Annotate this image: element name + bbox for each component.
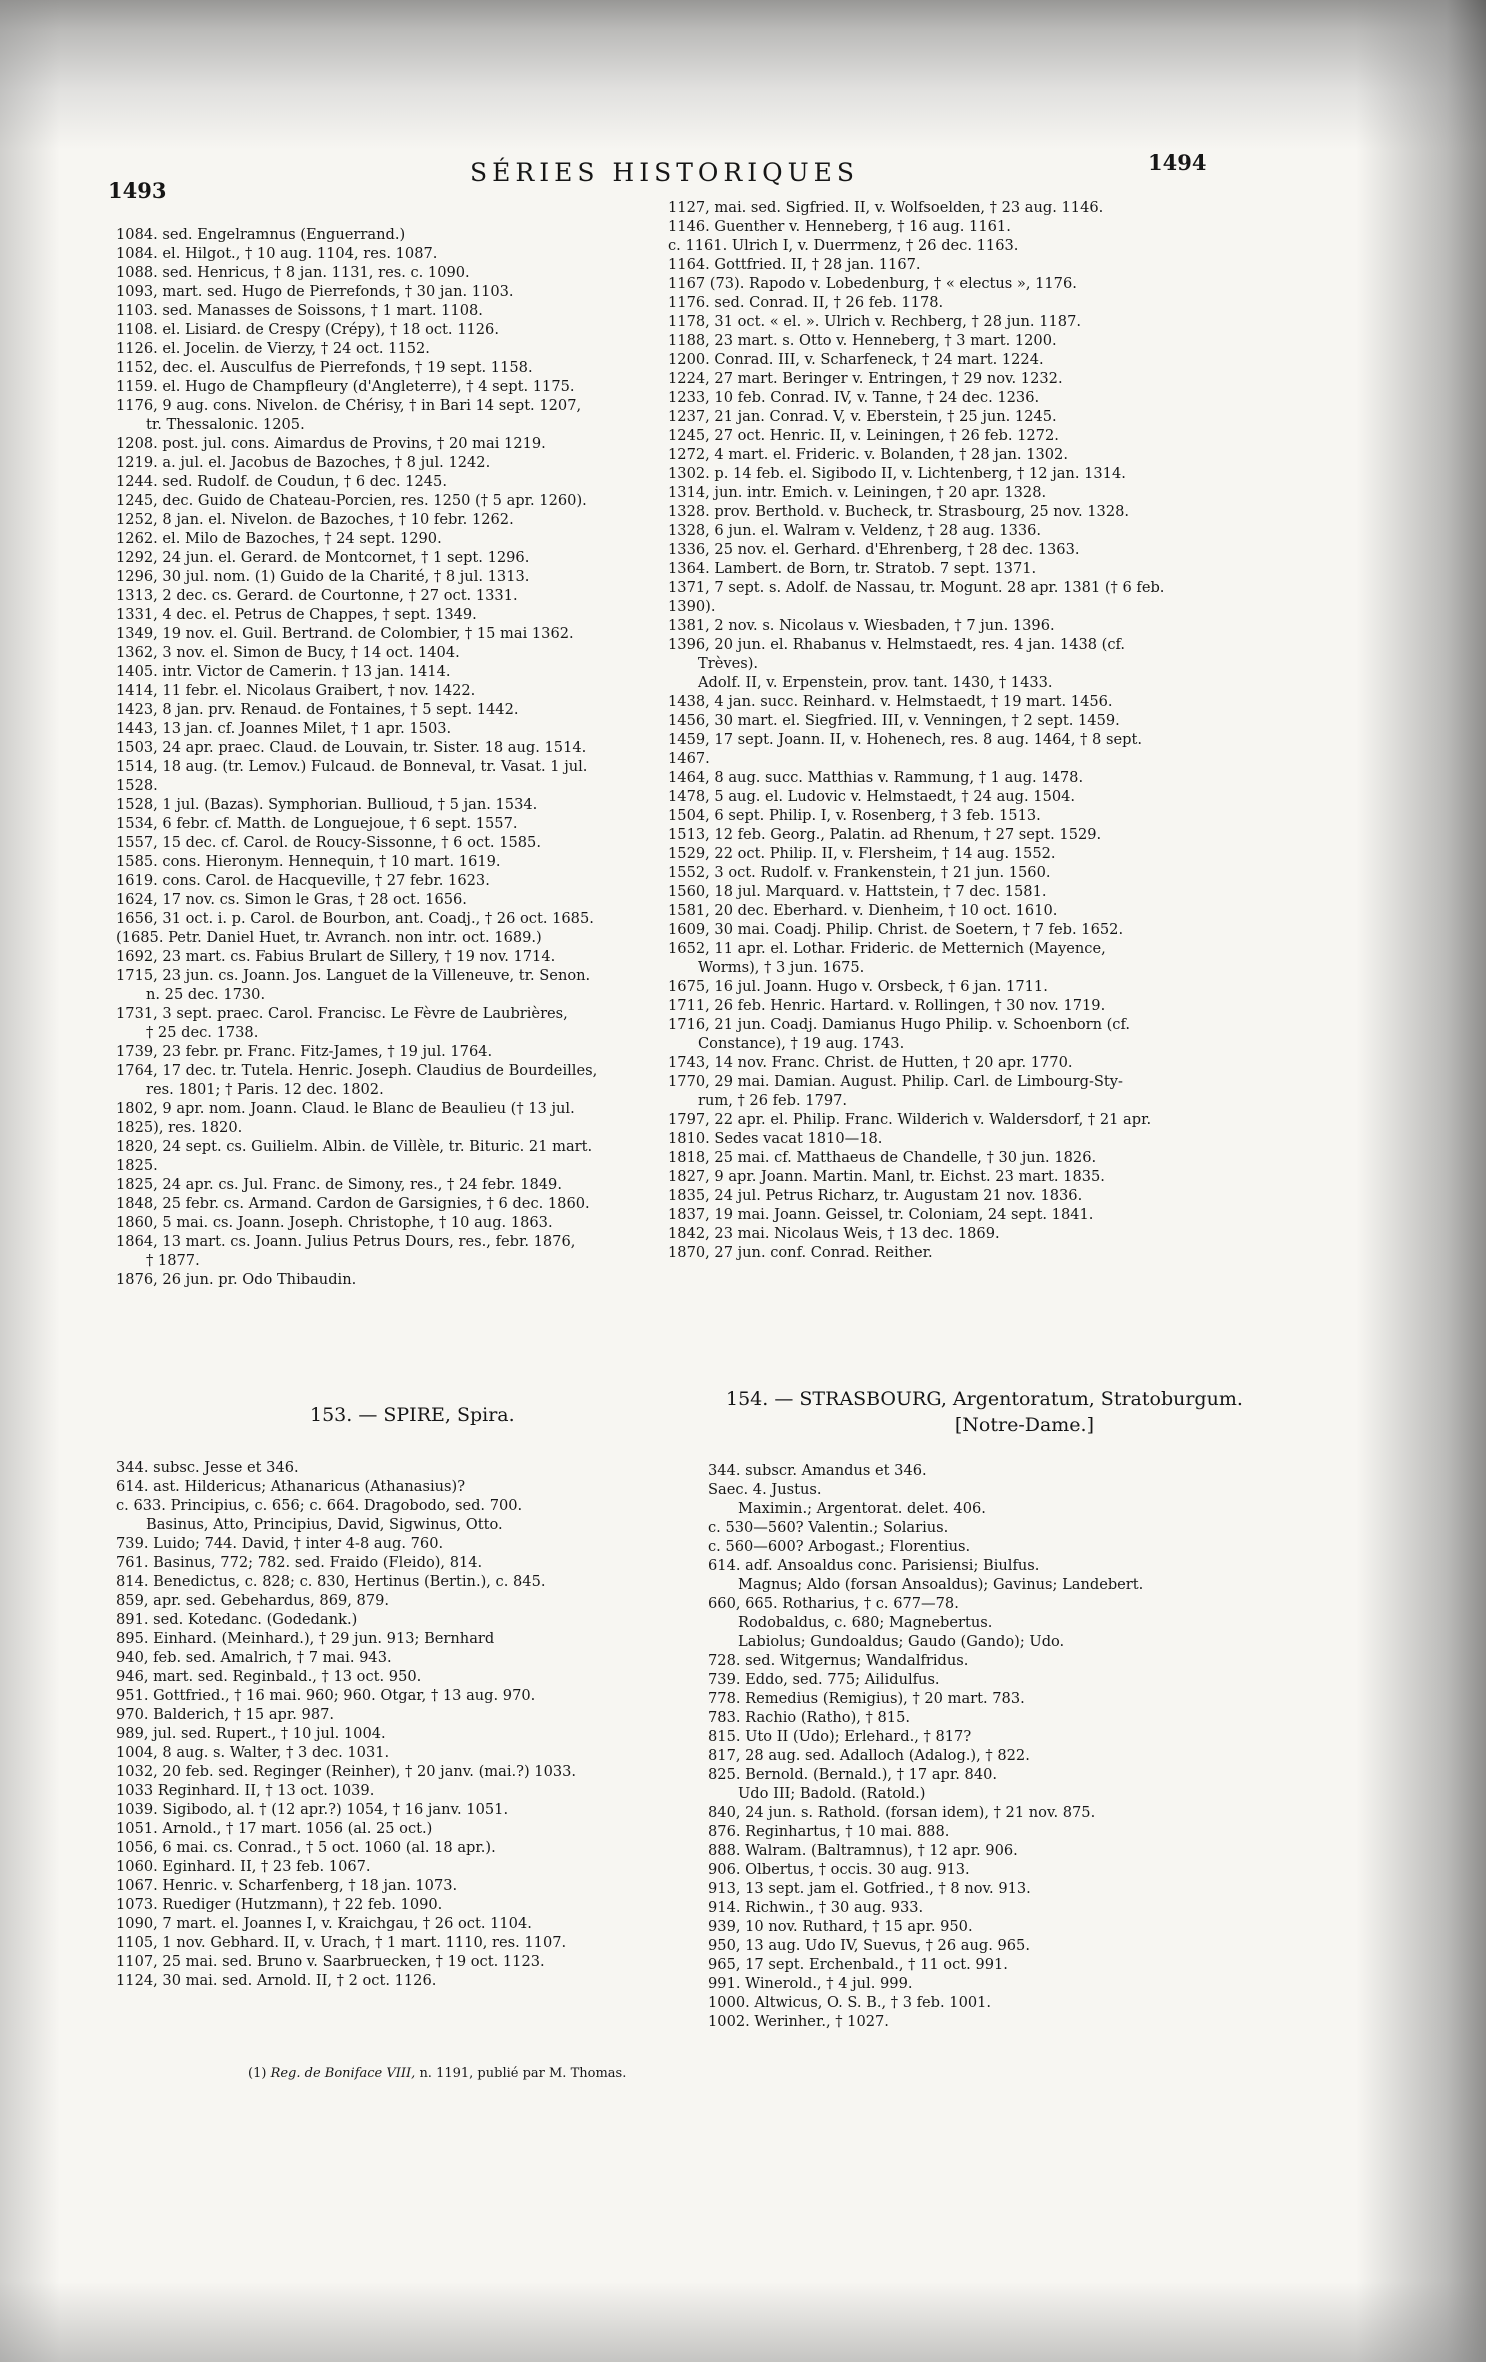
- list-item: 1127, mai. sed. Sigfried. II, v. Wolfsoelden, † 23 aug. 1146.: [668, 199, 1104, 216]
- list-item: 1314, jun. intr. Emich. v. Leiningen, † 20 apr. 1328.: [668, 484, 1047, 501]
- strasbourg-heading-title: 154. — STRASBOURG, Argentoratum, Stratoburgum.: [726, 1388, 1243, 1410]
- section-heading-spire: 153. — SPIRE, Spira.: [310, 1404, 515, 1426]
- list-item: 1459, 17 sept. Joann. II, v. Hohenech, res. 8 aug. 1464, † 8 sept.: [668, 731, 1142, 748]
- running-title: SÉRIES HISTORIQUES: [470, 158, 860, 187]
- list-item: † 25 dec. 1738.: [146, 1024, 259, 1041]
- list-item: 1842, 23 mai. Nicolaus Weis, † 13 dec. 1869.: [668, 1225, 1000, 1242]
- list-item: 1313, 2 dec. cs. Gerard. de Courtonne, † 27 oct. 1331.: [116, 587, 518, 604]
- list-item: 1208. post. jul. cons. Aimardus de Provins, † 20 mai 1219.: [116, 435, 546, 452]
- list-item: 1825.: [116, 1157, 158, 1174]
- list-item: 1067. Henric. v. Scharfenberg, † 18 jan. 1073.: [116, 1877, 458, 1894]
- list-item: 1731, 3 sept. praec. Carol. Francisc. Le Fèvre de Laubrières,: [116, 1005, 568, 1022]
- list-item: 1390).: [668, 598, 716, 615]
- list-item: 1396, 20 jun. el. Rhabanus v. Helmstaedt, res. 4 jan. 1438 (cf.: [668, 636, 1126, 653]
- list-item: 1159. el. Hugo de Champfleury (d'Angleterre), † 4 sept. 1175.: [116, 378, 575, 395]
- left-column-list: [116, 225, 656, 1289]
- list-item: 1176. sed. Conrad. II, † 26 feb. 1178.: [668, 294, 944, 311]
- section-heading-strasbourg: [726, 1386, 1243, 1438]
- list-item: Adolf. II, v. Erpenstein, prov. tant. 1430, † 1433.: [698, 674, 1053, 691]
- footnote: [248, 2066, 626, 2081]
- list-item: 1039. Sigibodo, al. † (12 apr.?) 1054, † 16 janv. 1051.: [116, 1801, 509, 1818]
- list-item: 1152, dec. el. Ausculfus de Pierrefonds, † 19 sept. 1158.: [116, 359, 533, 376]
- list-item: 344. subsc. Jesse et 346.: [116, 1459, 299, 1476]
- list-item: 1060. Eginhard. II, † 23 feb. 1067.: [116, 1858, 371, 1875]
- list-item: 1797, 22 apr. el. Philip. Franc. Wilderich v. Waldersdorf, † 21 apr.: [668, 1111, 1152, 1128]
- list-item: 950, 13 aug. Udo IV, Suevus, † 26 aug. 965.: [708, 1937, 1030, 1954]
- list-item: 1124, 30 mai. sed. Arnold. II, † 2 oct. 1126.: [116, 1972, 437, 1989]
- list-item: 1178, 31 oct. « el. ». Ulrich v. Rechberg, † 28 jun. 1187.: [668, 313, 1081, 330]
- scan-shadow-top: [0, 0, 1486, 150]
- list-item: 1503, 24 apr. praec. Claud. de Louvain, tr. Sister. 18 aug. 1514.: [116, 739, 587, 756]
- list-item: 761. Basinus, 772; 782. sed. Fraido (Fleido), 814.: [116, 1554, 483, 1571]
- right-column-list: [668, 198, 1228, 1262]
- list-item: 1438, 4 jan. succ. Reinhard. v. Helmstaedt, † 19 mart. 1456.: [668, 693, 1113, 710]
- list-item: (1685. Petr. Daniel Huet, tr. Avranch. non intr. oct. 1689.): [116, 929, 542, 946]
- list-item: 1233, 10 feb. Conrad. IV, v. Tanne, † 24 dec. 1236.: [668, 389, 1040, 406]
- list-item: 1224, 27 mart. Beringer v. Entringen, † 29 nov. 1232.: [668, 370, 1063, 387]
- list-item: 1331, 4 dec. el. Petrus de Chappes, † sept. 1349.: [116, 606, 477, 623]
- list-item: 1848, 25 febr. cs. Armand. Cardon de Garsignies, † 6 dec. 1860.: [116, 1195, 590, 1212]
- list-item: 783. Rachio (Ratho), † 815.: [708, 1709, 910, 1726]
- list-item: 1364. Lambert. de Born, tr. Stratob. 7 sept. 1371.: [668, 560, 1037, 577]
- list-item: 1514, 18 aug. (tr. Lemov.) Fulcaud. de Bonneval, tr. Vasat. 1 jul.: [116, 758, 588, 775]
- scan-shadow-left: [0, 0, 60, 2362]
- list-item: 1033 Reginhard. II, † 13 oct. 1039.: [116, 1782, 375, 1799]
- list-item: 1711, 26 feb. Henric. Hartard. v. Rollingen, † 30 nov. 1719.: [668, 997, 1106, 1014]
- list-item: 1764, 17 dec. tr. Tutela. Henric. Joseph. Claudius de Bourdeilles,: [116, 1062, 598, 1079]
- list-item: 1528.: [116, 777, 158, 794]
- list-item: 1443, 13 jan. cf. Joannes Milet, † 1 apr. 1503.: [116, 720, 452, 737]
- list-item: 614. ast. Hildericus; Athanaricus (Athanasius)?: [116, 1478, 466, 1495]
- list-item: 876. Reginhartus, † 10 mai. 888.: [708, 1823, 950, 1840]
- list-item: 1414, 11 febr. el. Nicolaus Graibert, † nov. 1422.: [116, 682, 476, 699]
- list-item: 1336, 25 nov. el. Gerhard. d'Ehrenberg, † 28 dec. 1363.: [668, 541, 1080, 558]
- list-item: 1581, 20 dec. Eberhard. v. Dienheim, † 10 oct. 1610.: [668, 902, 1058, 919]
- list-item: 1188, 23 mart. s. Otto v. Henneberg, † 3 mart. 1200.: [668, 332, 1057, 349]
- list-item: 1292, 24 jun. el. Gerard. de Montcornet, † 1 sept. 1296.: [116, 549, 530, 566]
- list-item: 344. subscr. Amandus et 346.: [708, 1462, 927, 1479]
- page-number-right: 1494: [1148, 150, 1207, 175]
- list-item: 1146. Guenther v. Henneberg, † 16 aug. 1161.: [668, 218, 1011, 235]
- list-item: 1513, 12 feb. Georg., Palatin. ad Rhenum, † 27 sept. 1529.: [668, 826, 1102, 843]
- list-item: † 1877.: [146, 1252, 200, 1269]
- list-item: 660, 665. Rotharius, † c. 677—78.: [708, 1595, 959, 1612]
- list-item: 1200. Conrad. III, v. Scharfeneck, † 24 mart. 1224.: [668, 351, 1044, 368]
- list-item: 1056, 6 mai. cs. Conrad., † 5 oct. 1060 (al. 18 apr.).: [116, 1839, 496, 1856]
- list-item: 1107, 25 mai. sed. Bruno v. Saarbruecken, † 19 oct. 1123.: [116, 1953, 545, 1970]
- list-item: 906. Olbertus, † occis. 30 aug. 913.: [708, 1861, 970, 1878]
- list-item: 1675, 16 jul. Joann. Hugo v. Orsbeck, † 6 jan. 1711.: [668, 978, 1048, 995]
- list-item: 1835, 24 jul. Petrus Richarz, tr. Augustam 21 nov. 1836.: [668, 1187, 1083, 1204]
- list-item: 1000. Altwicus, O. S. B., † 3 feb. 1001.: [708, 1994, 992, 2011]
- list-item: 939, 10 nov. Ruthard, † 15 apr. 950.: [708, 1918, 973, 1935]
- list-item: 1219. a. jul. el. Jacobus de Bazoches, † 8 jul. 1242.: [116, 454, 491, 471]
- list-item: 1743, 14 nov. Franc. Christ. de Hutten, † 20 apr. 1770.: [668, 1054, 1073, 1071]
- list-item: Labiolus; Gundoaldus; Gaudo (Gando); Udo.: [738, 1633, 1065, 1650]
- list-item: 739. Eddo, sed. 775; Ailidulfus.: [708, 1671, 940, 1688]
- list-item: 814. Benedictus, c. 828; c. 830, Hertinus (Bertin.), c. 845.: [116, 1573, 546, 1590]
- list-item: 1302. p. 14 feb. el. Sigibodo II, v. Lichtenberg, † 12 jan. 1314.: [668, 465, 1126, 482]
- list-item: 1528, 1 jul. (Bazas). Symphorian. Bullioud, † 5 jan. 1534.: [116, 796, 538, 813]
- strasbourg-list: [708, 1461, 1228, 2031]
- list-item: Constance), † 19 aug. 1743.: [698, 1035, 905, 1052]
- list-item: 728. sed. Witgernus; Wandalfridus.: [708, 1652, 969, 1669]
- list-item: 1252, 8 jan. el. Nivelon. de Bazoches, † 10 febr. 1262.: [116, 511, 514, 528]
- list-item: Magnus; Aldo (forsan Ansoaldus); Gavinus; Landebert.: [738, 1576, 1144, 1593]
- list-item: 815. Uto II (Udo); Erlehard., † 817?: [708, 1728, 972, 1745]
- list-item: 891. sed. Kotedanc. (Godedank.): [116, 1611, 358, 1628]
- list-item: Saec. 4. Justus.: [708, 1481, 822, 1498]
- list-item: 1103. sed. Manasses de Soissons, † 1 mart. 1108.: [116, 302, 483, 319]
- list-item: 888. Walram. (Baltramnus), † 12 apr. 906.: [708, 1842, 1018, 1859]
- list-item: 1002. Werinher., † 1027.: [708, 2013, 889, 2030]
- list-item: 1164. Gottfried. II, † 28 jan. 1167.: [668, 256, 921, 273]
- list-item: 1504, 6 sept. Philip. I, v. Rosenberg, † 3 feb. 1513.: [668, 807, 1041, 824]
- list-item: 1032, 20 feb. sed. Reginger (Reinher), † 20 janv. (mai.?) 1033.: [116, 1763, 577, 1780]
- list-item: c. 1161. Ulrich I, v. Duerrmenz, † 26 dec. 1163.: [668, 237, 1019, 254]
- list-item: 1860, 5 mai. cs. Joann. Joseph. Christophe, † 10 aug. 1863.: [116, 1214, 553, 1231]
- list-item: 1371, 7 sept. s. Adolf. de Nassau, tr. Mogunt. 28 apr. 1381 († 6 feb.: [668, 579, 1165, 596]
- list-item: Basinus, Atto, Principius, David, Sigwinus, Otto.: [146, 1516, 503, 1533]
- list-item: 739. Luido; 744. David, † inter 4-8 aug. 760.: [116, 1535, 444, 1552]
- list-item: 1272, 4 mart. el. Frideric. v. Bolanden, † 28 jan. 1302.: [668, 446, 1068, 463]
- list-item: 1328, 6 jun. el. Walram v. Veldenz, † 28 aug. 1336.: [668, 522, 1042, 539]
- list-item: 1609, 30 mai. Coadj. Philip. Christ. de Soetern, † 7 feb. 1652.: [668, 921, 1124, 938]
- list-item: 1825, 24 apr. cs. Jul. Franc. de Simony, res., † 24 febr. 1849.: [116, 1176, 562, 1193]
- list-item: 1802, 9 apr. nom. Joann. Claud. le Blanc de Beaulieu († 13 jul.: [116, 1100, 575, 1117]
- list-item: Trèves).: [698, 655, 759, 672]
- footnote-marker: (1): [248, 2066, 267, 2081]
- list-item: 1405. intr. Victor de Camerin. † 13 jan. 1414.: [116, 663, 451, 680]
- list-item: 1245, dec. Guido de Chateau-Porcien, res. 1250 († 5 apr. 1260).: [116, 492, 587, 509]
- list-item: Rodobaldus, c. 680; Magnebertus.: [738, 1614, 993, 1631]
- list-item: 1656, 31 oct. i. p. Carol. de Bourbon, ant. Coadj., † 26 oct. 1685.: [116, 910, 594, 927]
- list-item: 1093, mart. sed. Hugo de Pierrefonds, † 30 jan. 1103.: [116, 283, 514, 300]
- list-item: 1870, 27 jun. conf. Conrad. Reither.: [668, 1244, 933, 1261]
- list-item: 1328. prov. Berthold. v. Bucheck, tr. Strasbourg, 25 nov. 1328.: [668, 503, 1130, 520]
- list-item: 1084. sed. Engelramnus (Enguerrand.): [116, 226, 406, 243]
- list-item: 1837, 19 mai. Joann. Geissel, tr. Coloniam, 24 sept. 1841.: [668, 1206, 1094, 1223]
- list-item: 614. adf. Ansoaldus conc. Parisiensi; Biulfus.: [708, 1557, 1040, 1574]
- list-item: 1262. el. Milo de Bazoches, † 24 sept. 1290.: [116, 530, 442, 547]
- list-item: 1716, 21 jun. Coadj. Damianus Hugo Philip. v. Schoenborn (cf.: [668, 1016, 1131, 1033]
- list-item: 1557, 15 dec. cf. Carol. de Roucy-Sissonne, † 6 oct. 1585.: [116, 834, 541, 851]
- list-item: 1105, 1 nov. Gebhard. II, v. Urach, † 1 mart. 1110, res. 1107.: [116, 1934, 567, 1951]
- list-item: 1825), res. 1820.: [116, 1119, 243, 1136]
- list-item: res. 1801; † Paris. 12 dec. 1802.: [146, 1081, 384, 1098]
- list-item: 817, 28 aug. sed. Adalloch (Adalog.), † 822.: [708, 1747, 1030, 1764]
- list-item: tr. Thessalonic. 1205.: [146, 416, 305, 433]
- list-item: 940, feb. sed. Amalrich, † 7 mai. 943.: [116, 1649, 392, 1666]
- list-item: 1715, 23 jun. cs. Joann. Jos. Languet de la Villeneuve, tr. Senon.: [116, 967, 591, 984]
- list-item: 778. Remedius (Remigius), † 20 mart. 783.: [708, 1690, 1025, 1707]
- list-item: 1810. Sedes vacat 1810—18.: [668, 1130, 883, 1147]
- list-item: c. 530—560? Valentin.; Solarius.: [708, 1519, 949, 1536]
- list-item: 1478, 5 aug. el. Ludovic v. Helmstaedt, † 24 aug. 1504.: [668, 788, 1076, 805]
- list-item: 1818, 25 mai. cf. Matthaeus de Chandelle, † 30 jun. 1826.: [668, 1149, 1097, 1166]
- list-item: 970. Balderich, † 15 apr. 987.: [116, 1706, 335, 1723]
- list-item: 1381, 2 nov. s. Nicolaus v. Wiesbaden, † 7 jun. 1396.: [668, 617, 1055, 634]
- list-item: 840, 24 jun. s. Rathold. (forsan idem), † 21 nov. 875.: [708, 1804, 1096, 1821]
- list-item: 1296, 30 jul. nom. (1) Guido de la Charité, † 8 jul. 1313.: [116, 568, 530, 585]
- list-item: 1245, 27 oct. Henric. II, v. Leiningen, † 26 feb. 1272.: [668, 427, 1059, 444]
- strasbourg-heading-subtitle: [Notre-Dame.]: [954, 1414, 1095, 1436]
- list-item: 1552, 3 oct. Rudolf. v. Frankenstein, † 21 jun. 1560.: [668, 864, 1051, 881]
- list-item: 946, mart. sed. Reginbald., † 13 oct. 950.: [116, 1668, 422, 1685]
- list-item: 1739, 23 febr. pr. Franc. Fitz-James, † 19 jul. 1764.: [116, 1043, 493, 1060]
- list-item: 825. Bernold. (Bernald.), † 17 apr. 840.: [708, 1766, 998, 1783]
- list-item: 1176, 9 aug. cons. Nivelon. de Chérisy, † in Bari 14 sept. 1207,: [116, 397, 582, 414]
- list-item: c. 633. Principius, c. 656; c. 664. Dragobodo, sed. 700.: [116, 1497, 523, 1514]
- scan-shadow-bottom: [0, 2282, 1486, 2362]
- list-item: 1534, 6 febr. cf. Matth. de Longuejoue, † 6 sept. 1557.: [116, 815, 518, 832]
- list-item: 1004, 8 aug. s. Walter, † 3 dec. 1031.: [116, 1744, 390, 1761]
- list-item: 1820, 24 sept. cs. Guilielm. Albin. de Villèle, tr. Bituric. 21 mart.: [116, 1138, 593, 1155]
- list-item: 914. Richwin., † 30 aug. 933.: [708, 1899, 924, 1916]
- list-item: 859, apr. sed. Gebehardus, 869, 879.: [116, 1592, 390, 1609]
- list-item: 1652, 11 apr. el. Lothar. Frideric. de Metternich (Mayence,: [668, 940, 1106, 957]
- list-item: 1619. cons. Carol. de Hacqueville, † 27 febr. 1623.: [116, 872, 490, 889]
- list-item: 1560, 18 jul. Marquard. v. Hattstein, † 7 dec. 1581.: [668, 883, 1047, 900]
- list-item: 1090, 7 mart. el. Joannes I, v. Kraichgau, † 26 oct. 1104.: [116, 1915, 532, 1932]
- list-item: 1464, 8 aug. succ. Matthias v. Rammung, † 1 aug. 1478.: [668, 769, 1084, 786]
- list-item: 1237, 21 jan. Conrad. V, v. Eberstein, † 25 jun. 1245.: [668, 408, 1057, 425]
- spire-list: [116, 1458, 656, 1990]
- list-item: 951. Gottfried., † 16 mai. 960; 960. Otgar, † 13 aug. 970.: [116, 1687, 536, 1704]
- list-item: 1362, 3 nov. el. Simon de Bucy, † 14 oct. 1404.: [116, 644, 460, 661]
- footnote-text: n. 1191, publié par M. Thomas.: [419, 2066, 627, 2081]
- list-item: rum, † 26 feb. 1797.: [698, 1092, 848, 1109]
- list-item: 989, jul. sed. Rupert., † 10 jul. 1004.: [116, 1725, 386, 1742]
- list-item: 1349, 19 nov. el. Guil. Bertrand. de Colombier, † 15 mai 1362.: [116, 625, 574, 642]
- list-item: 1876, 26 jun. pr. Odo Thibaudin.: [116, 1271, 357, 1288]
- list-item: 1423, 8 jan. prv. Renaud. de Fontaines, † 5 sept. 1442.: [116, 701, 519, 718]
- list-item: 895. Einhard. (Meinhard.), † 29 jun. 913; Bernhard: [116, 1630, 495, 1647]
- list-item: 913, 13 sept. jam el. Gotfried., † 8 nov. 913.: [708, 1880, 1031, 1897]
- list-item: 1585. cons. Hieronym. Hennequin, † 10 mart. 1619.: [116, 853, 501, 870]
- list-item: Udo III; Badold. (Ratold.): [738, 1785, 926, 1802]
- list-item: 1126. el. Jocelin. de Vierzy, † 24 oct. 1152.: [116, 340, 430, 357]
- list-item: 1770, 29 mai. Damian. August. Philip. Carl. de Limbourg-Sty-: [668, 1073, 1123, 1090]
- list-item: 1088. sed. Henricus, † 8 jan. 1131, res. c. 1090.: [116, 264, 470, 281]
- scan-shadow-right: [1356, 0, 1486, 2362]
- list-item: 991. Winerold., † 4 jul. 999.: [708, 1975, 913, 1992]
- list-item: 1529, 22 oct. Philip. II, v. Flersheim, † 14 aug. 1552.: [668, 845, 1056, 862]
- list-item: 1692, 23 mart. cs. Fabius Brulart de Sillery, † 19 nov. 1714.: [116, 948, 556, 965]
- list-item: 1624, 17 nov. cs. Simon le Gras, † 28 oct. 1656.: [116, 891, 467, 908]
- list-item: n. 25 dec. 1730.: [146, 986, 266, 1003]
- list-item: 1244. sed. Rudolf. de Coudun, † 6 dec. 1245.: [116, 473, 447, 490]
- list-item: Maximin.; Argentorat. delet. 406.: [738, 1500, 986, 1517]
- list-item: Worms), † 3 jun. 1675.: [698, 959, 865, 976]
- list-item: 1084. el. Hilgot., † 10 aug. 1104, res. 1087.: [116, 245, 438, 262]
- list-item: 1456, 30 mart. el. Siegfried. III, v. Venningen, † 2 sept. 1459.: [668, 712, 1120, 729]
- page-number-left: 1493: [108, 178, 167, 203]
- list-item: c. 560—600? Arbogast.; Florentius.: [708, 1538, 971, 1555]
- list-item: 1864, 13 mart. cs. Joann. Julius Petrus Dours, res., febr. 1876,: [116, 1233, 576, 1250]
- footnote-source: Reg. de Boniface VIII,: [270, 2066, 416, 2081]
- list-item: 1467.: [668, 750, 710, 767]
- list-item: 1108. el. Lisiard. de Crespy (Crépy), † 18 oct. 1126.: [116, 321, 499, 338]
- list-item: 1827, 9 apr. Joann. Martin. Manl, tr. Eichst. 23 mart. 1835.: [668, 1168, 1105, 1185]
- list-item: 1167 (73). Rapodo v. Lobedenburg, † « electus », 1176.: [668, 275, 1077, 292]
- list-item: 965, 17 sept. Erchenbald., † 11 oct. 991.: [708, 1956, 1008, 1973]
- list-item: 1051. Arnold., † 17 mart. 1056 (al. 25 oct.): [116, 1820, 433, 1837]
- list-item: 1073. Ruediger (Hutzmann), † 22 feb. 1090.: [116, 1896, 443, 1913]
